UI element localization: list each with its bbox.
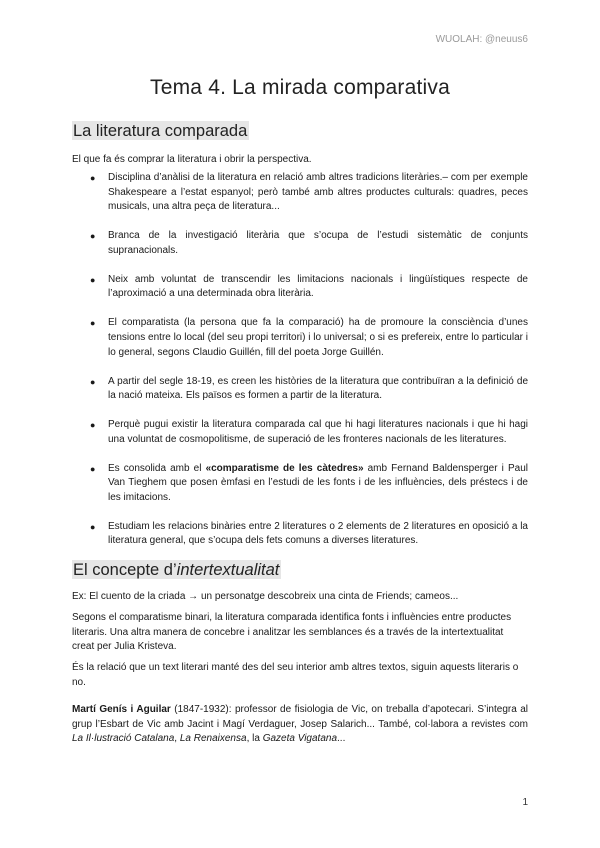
section-heading-plain: El concepte d’	[73, 561, 177, 579]
bullet-icon: ●	[90, 318, 96, 329]
paragraph-end: ...	[337, 733, 346, 745]
list-item-text: Perquè pugui existir la literatura comparada cal que hi hagi literatures nacionals i que hi hagi una voluntat de cosmopolitisme, de superació de les fronteres nacionals de les literatures.	[108, 419, 528, 445]
list-item-text: Estudiam les relacions binàries entre 2 literatures o 2 elements de 2 literatures en oposició a la literatura general, que s’ocupa dels fets comuns a diverses literatures.	[108, 520, 528, 547]
magazine-title: Gazeta Vigatana	[262, 733, 338, 745]
separator: , la	[246, 733, 263, 745]
section-heading-intertextuality	[72, 561, 281, 580]
paragraph-intertextuality-definition: És la relació que un text literari manté des del seu interior amb altres textos, siguin aquests literaris o no.	[72, 662, 519, 688]
section-heading-text	[72, 560, 281, 579]
list-item	[72, 229, 528, 258]
list-item-text: Branca de la investigació literària que s’ocupa de l’estudi sistemàtic de conjunts supranacionals.	[108, 230, 528, 256]
bullet-icon: ●	[90, 173, 96, 183]
list-item	[72, 273, 528, 302]
list-item-text: A partir del segle 18-19, es creen les històries de la literatura que contribuïran a la definició de la nació mateixa. Els països es formen a partir de la literatura.	[108, 375, 528, 402]
list-item-text: El comparatista (la persona que fa la comparació) ha de promoure la consciència d’unes tensions entre lo local (del seu propi territori) i lo universal; o si es prefereix, entre lo particular i lo general, segons Claudio Guillén, fill del poeta Jorge Guillén.	[108, 317, 528, 358]
bullet-icon: ●	[90, 376, 96, 387]
section-heading-comparative-literature	[72, 122, 249, 141]
bullet-list	[72, 171, 528, 563]
list-item	[72, 462, 528, 506]
list-item	[72, 418, 528, 447]
list-item	[72, 520, 528, 549]
list-item-text-after: amb Fernand Baldensperger i Paul Van Tieghem que posen èmfasi en l’estudi de les fonts i de les influències, dels préstecs i de les imitacions.	[108, 462, 528, 503]
watermark: WUOLAH: @neuus6	[435, 34, 528, 45]
page-number: 1	[522, 797, 528, 808]
paragraph-marti-genis	[72, 703, 528, 747]
list-item	[72, 375, 528, 404]
paragraph-binary-comparatism: Segons el comparatisme binari, la literatura comparada identifica fonts i influències entre productes literaris. Una altra manera de concebre i analitzar les semblances és a través de la intertextualitat creat per Julia Kristeva.	[72, 612, 512, 653]
section-heading-text: La literatura comparada	[73, 122, 248, 140]
list-item-bold-term: «comparatisme de les càtedres»	[205, 462, 364, 474]
list-item-text: Neix amb voluntat de transcendir les limitacions nacionals i lingüístiques respecte de l’aproximació a una determinada obra literària.	[108, 273, 528, 300]
section-intro: El que fa és comprar la literatura i obrir la perspectiva.	[72, 154, 312, 165]
bullet-icon: ●	[90, 231, 96, 242]
list-item	[72, 316, 528, 360]
page-title: Tema 4. La mirada comparativa	[150, 76, 450, 99]
paragraph-text: (1847-1932): professor de fisiologia de Vic, on treballa d’apotecari. S’integra al grup l’Esbart de Vic amb Jacint i Magí Verdaguer, Josep Salarich... També, col·labora a revistes com	[72, 704, 528, 730]
bullet-icon: ●	[90, 420, 96, 431]
magazine-title: La Renaixensa	[179, 733, 247, 745]
bullet-icon: ●	[90, 521, 96, 532]
bullet-icon: ●	[90, 274, 96, 285]
bullet-icon: ●	[90, 463, 96, 474]
list-item	[72, 171, 528, 215]
magazine-title: La Il·lustració Catalana	[72, 733, 175, 745]
separator: ,	[174, 733, 180, 745]
list-item-text-before: Es consolida amb el	[108, 462, 206, 474]
section-heading-italic: intertextualitat	[176, 561, 280, 579]
example-paragraph: Ex: El cuento de la criada → un personatge descobreix una cinta de Friends; cameos...	[72, 591, 459, 602]
person-name: Martí Genís i Aguilar	[72, 704, 171, 715]
list-item-text: Disciplina d’anàlisi de la literatura en relació amb altres tradicions literàries.– com per exemple Shakespeare a l’estat espanyol; però també amb altres productes culturals: quadres, peces musicals, una altra peça de literatura...	[108, 172, 528, 213]
